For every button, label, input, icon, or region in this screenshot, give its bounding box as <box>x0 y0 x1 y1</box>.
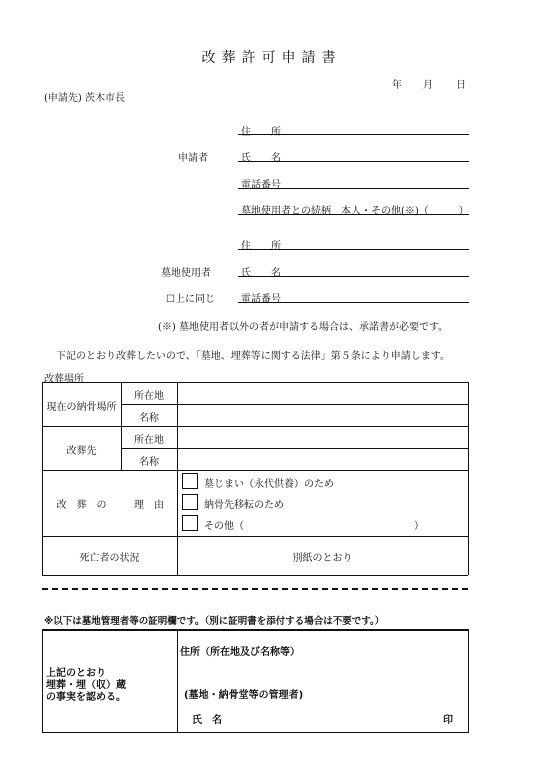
reason-label: 理 由 <box>134 500 164 511</box>
reason-checkbox-1[interactable] <box>182 473 198 489</box>
destination-location-field[interactable] <box>178 427 467 448</box>
applicant-phone-label: 電話番号 <box>241 180 281 191</box>
reburial-place-section-label: 改葬場所 <box>44 374 84 385</box>
current-name-label: 名称 <box>139 413 159 424</box>
seal-mark: 印 <box>443 715 453 726</box>
grave-user-label: 墓地使用者 <box>161 268 211 279</box>
manager-type-label: (墓地・納骨堂等の管理者) <box>184 690 304 701</box>
destination-name-label: 名称 <box>139 457 159 468</box>
same-as-above-checkbox[interactable]: ☐上に同じ <box>166 294 215 305</box>
destination-label: 改葬先 <box>66 446 97 457</box>
manager-address-field[interactable] <box>178 656 467 682</box>
applicant-relation-label: 墓地使用者との続柄 本人・その他(※)（ ） <box>241 206 469 217</box>
applicant-name-label: 氏 名 <box>241 153 281 164</box>
grave-user-address-field[interactable] <box>238 249 469 250</box>
current-place-label: 現在の納骨場所 <box>46 402 117 413</box>
current-location-field[interactable] <box>178 383 467 404</box>
deceased-status-label: 死亡者の状況 <box>79 553 140 564</box>
date-day-label: 日 <box>456 80 466 91</box>
manager-name-field[interactable] <box>240 706 430 726</box>
recipient: (申請先) 茨木市長 <box>44 93 125 104</box>
grave-user-name-field[interactable] <box>238 276 469 277</box>
reason-option-3: その他（ ） <box>204 521 424 532</box>
applicant-name-field[interactable] <box>238 161 469 162</box>
certificate-text-line-1: 上記のとおり <box>46 668 106 679</box>
reason-checkbox-2[interactable] <box>182 494 198 510</box>
reason-group-label: 改 葬 の <box>56 500 107 511</box>
page-title: 改葬許可申請書 <box>201 50 342 66</box>
date-month-label: 月 <box>423 80 433 91</box>
applicant-phone-field[interactable] <box>238 188 469 189</box>
applicant-address-field[interactable] <box>238 134 469 135</box>
grave-user-phone-field[interactable] <box>238 302 469 303</box>
reason-checkbox-3[interactable] <box>182 515 198 531</box>
certificate-text-line-2: 埋葬・埋（収）蔵 <box>46 680 126 691</box>
date-year-label: 年 <box>392 80 402 91</box>
reason-option-2: 納骨先移転のため <box>204 500 284 511</box>
current-name-field[interactable] <box>178 405 467 426</box>
deceased-status-value: 別紙のとおり <box>292 553 353 564</box>
manager-name-label: 氏 名 <box>192 715 222 726</box>
applicant-label: 申請者 <box>178 153 208 164</box>
grave-user-name-label: 氏 名 <box>241 268 281 279</box>
grave-user-phone-label: 電話番号 <box>241 294 281 305</box>
applicant-relation-field[interactable] <box>238 214 469 215</box>
manager-address-label: 住所（所在地及び名称等） <box>180 647 300 658</box>
intro-text: 下記のとおり改葬したいので、「墓地、埋葬等に関する法律」第５条により申請します。 <box>56 351 450 362</box>
destination-location-label: 所在地 <box>134 435 164 446</box>
current-location-label: 所在地 <box>134 391 164 402</box>
destination-name-field[interactable] <box>178 449 467 470</box>
certificate-text-line-3: の事実を認める。 <box>46 692 126 703</box>
section-separator <box>42 588 468 590</box>
reason-option-1: 墓じまい（永代供養）のため <box>204 479 334 490</box>
grave-user-address-label: 住 所 <box>241 241 281 252</box>
applicant-address-label: 住 所 <box>241 127 281 138</box>
consent-note: (※) 墓地使用者以外の者が申請する場合は、承諾書が必要です。 <box>158 322 449 333</box>
certificate-notice: ※以下は墓地管理者等の証明欄です。（別に証明書を添付する場合は不要です。） <box>44 616 385 627</box>
